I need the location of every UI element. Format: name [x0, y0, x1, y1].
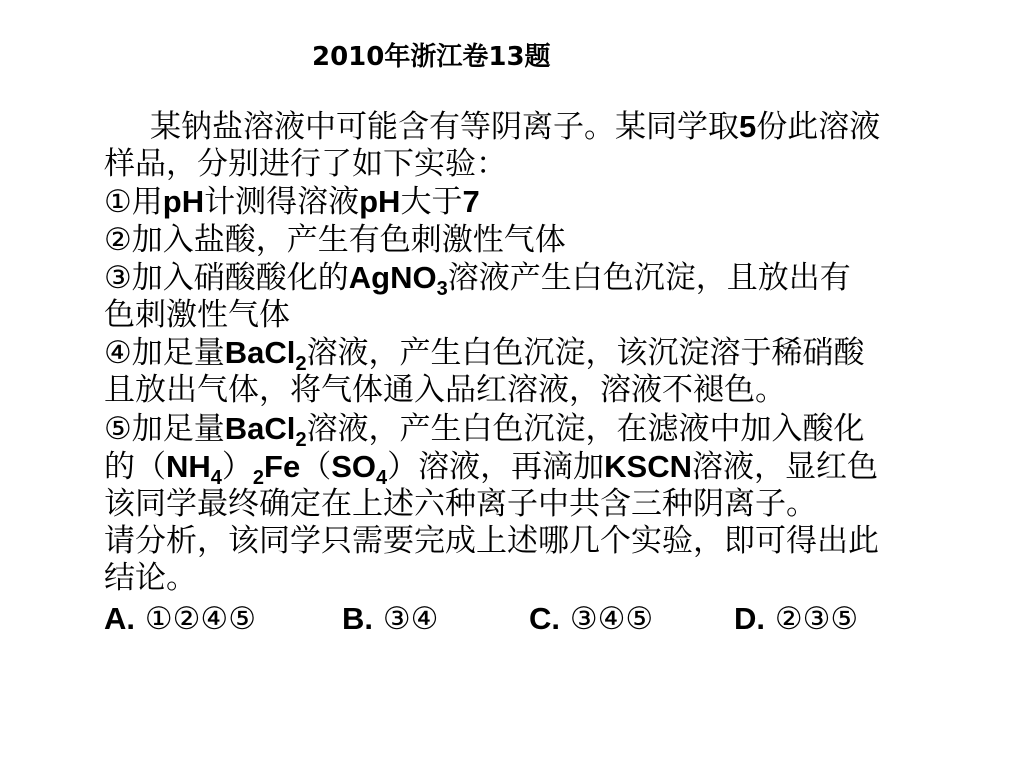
exp5-text: ）溶液，再滴加: [387, 448, 605, 485]
chem-formula: AgNO: [348, 259, 437, 295]
option-text: ①②④⑤: [135, 600, 257, 637]
formula-subscript: 4: [210, 466, 222, 489]
formula-subscript: 2: [295, 353, 307, 376]
option-text: ②③⑤: [765, 600, 859, 637]
formula-subscript: 4: [376, 466, 388, 489]
exp1-text: 大于: [400, 184, 463, 221]
ask-line-1: 请分析，该同学只需要完成上述哪几个实验，即可得出此: [104, 523, 879, 560]
exp3-text: ③加入硝酸酸化的: [104, 259, 349, 296]
option-letter: C.: [529, 600, 560, 636]
exp1-text: 计测得溶液: [204, 184, 360, 221]
question-line-1: [104, 108, 964, 146]
exp5-text: 的（: [104, 448, 166, 485]
experiment-2: ②加入盐酸，产生有色刺激性气体: [104, 221, 566, 258]
sample-count: 5: [739, 109, 757, 144]
exp5-text: 溶液，产生白色沉淀，在滤液中加入酸化: [306, 410, 865, 447]
chem-formula: BaCl: [224, 410, 296, 446]
experiment-3: [104, 259, 964, 300]
exp5-text: ⑤加足量: [104, 410, 225, 447]
formula-subscript: 3: [436, 277, 448, 300]
formula-subscript: 2: [295, 428, 307, 451]
chem-formula: SO: [331, 448, 377, 484]
formula-subscript: 2: [252, 466, 265, 489]
chem-formula: KSCN: [604, 448, 692, 484]
option-letter: D.: [734, 600, 765, 636]
experiment-4-cont: 且放出气体，将气体通入品红溶液，溶液不褪色。: [104, 372, 786, 409]
conclusion-line: 该同学最终确定在上述六种离子中共含三种阴离子。: [104, 486, 817, 523]
ph-term: pH: [162, 184, 205, 220]
experiment-3-cont: 色刺激性气体: [104, 297, 290, 334]
ph-term: pH: [359, 184, 401, 220]
option-letter: A.: [104, 600, 135, 636]
exp4-text: ④加足量: [104, 335, 225, 372]
question-body: [104, 108, 964, 638]
slide-title: 2010年浙江卷13题: [312, 42, 551, 72]
option-d: [734, 600, 858, 638]
option-b: [342, 600, 529, 638]
exp4-text: 溶液，产生白色沉淀，该沉淀溶于稀硝酸: [306, 335, 865, 372]
experiment-4: [104, 334, 964, 376]
answer-options: [104, 600, 964, 638]
ask-line-2: 结论。: [104, 560, 197, 597]
experiment-5: [104, 410, 964, 451]
question-text: 份此溶液: [756, 109, 881, 145]
option-letter: B.: [342, 600, 373, 636]
option-c: [529, 600, 734, 638]
option-text: ③④⑤: [560, 600, 654, 637]
experiment-1: [104, 183, 964, 221]
question-text: 某钠盐溶液中可能含有等阴离子。某同学取: [150, 109, 739, 145]
option-a: [104, 600, 342, 638]
exp5-text: ）: [221, 448, 253, 485]
exp1-text: ①用: [104, 184, 163, 221]
exp5-text: （: [300, 448, 332, 485]
chem-formula: Fe: [264, 448, 301, 484]
exp5-text: 溶液，显红色: [691, 448, 878, 485]
exp3-text: 溶液产生白色沉淀，且放出有: [447, 259, 851, 296]
option-text: ③④: [373, 600, 439, 637]
ph-value: 7: [462, 184, 480, 220]
chem-formula: NH: [166, 448, 211, 484]
experiment-5-cont: [104, 448, 964, 489]
chem-formula: BaCl: [224, 335, 296, 371]
question-line-2: 样品，分别进行了如下实验：: [104, 146, 507, 183]
